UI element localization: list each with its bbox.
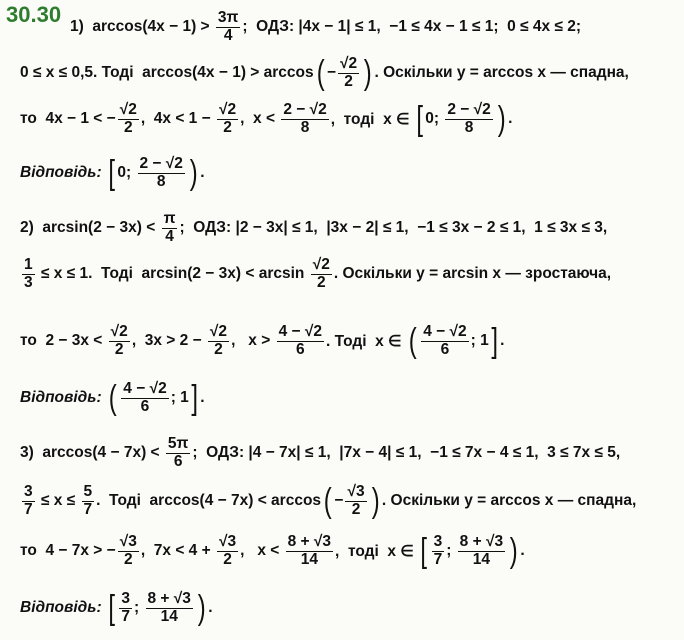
math-text: , x > — [231, 332, 275, 349]
fraction-numerator: 5π — [167, 435, 189, 453]
fraction — [216, 10, 241, 44]
fraction — [458, 534, 505, 568]
math-text: то 4x − 1 < − — [20, 110, 116, 127]
fraction-denominator: 6 — [295, 340, 305, 358]
fraction-denominator: 7 — [24, 500, 33, 518]
fraction-denominator: 8 — [464, 118, 474, 136]
fraction-denominator: 2 — [223, 550, 232, 568]
fraction — [22, 484, 35, 518]
math-text: то 2 − 3x < — [20, 332, 107, 349]
fraction — [432, 534, 445, 568]
fraction-numerator: √2 — [340, 55, 358, 73]
fraction-denominator: 2 — [223, 118, 232, 136]
equation-line — [20, 205, 607, 251]
bracket: [ — [108, 154, 115, 192]
fraction-denominator: 2 — [114, 340, 124, 358]
fraction — [138, 156, 185, 190]
math-text: . — [208, 599, 213, 616]
fraction — [217, 102, 238, 136]
bracket: ) — [363, 54, 372, 92]
fraction-numerator: √2 — [110, 323, 128, 341]
fraction-denominator: 6 — [173, 452, 183, 470]
math-text: − — [334, 492, 344, 509]
fraction-numerator: √2 — [209, 323, 228, 341]
fraction-numerator: 4 − √2 — [123, 380, 167, 398]
math-text: . Тоді x ∈ — [326, 332, 406, 350]
math-text: , x < — [240, 110, 280, 127]
fraction-numerator: 5 — [83, 483, 93, 501]
bracket: ( — [108, 379, 117, 417]
fraction-numerator: 1 — [24, 256, 33, 274]
fraction-denominator: 2 — [214, 340, 223, 358]
fraction-numerator: 3 — [433, 533, 443, 551]
answer-label: Відповідь: — [20, 599, 106, 616]
fraction-denominator: 6 — [440, 340, 450, 358]
math-text: . — [200, 164, 205, 181]
math-text: 3) arccos(4 − 7x) < — [20, 444, 164, 461]
fraction — [208, 324, 229, 358]
math-text: 0; — [117, 164, 136, 181]
equation-line — [20, 375, 205, 421]
bracket: [ — [416, 100, 423, 138]
fraction — [445, 102, 492, 136]
fraction-denominator: 14 — [160, 607, 178, 625]
fraction-numerator: √3 — [119, 533, 137, 551]
fraction — [338, 56, 359, 90]
bracket: ( — [323, 482, 332, 520]
fraction-numerator: π — [163, 210, 176, 228]
bracket: ) — [497, 100, 506, 138]
bracket: ] — [491, 322, 498, 360]
math-text: 1) arccos(4x − 1) > — [70, 18, 214, 35]
fraction-numerator: 8 + √3 — [287, 533, 332, 551]
math-text: ; 1 — [470, 332, 489, 349]
math-text: ; 1 — [170, 389, 189, 406]
equation-line — [20, 318, 504, 364]
fraction — [121, 381, 168, 415]
equation-line — [20, 478, 636, 524]
math-text: 2) arcsin(2 − 3x) < — [20, 219, 160, 236]
fraction-numerator: √2 — [218, 101, 237, 119]
math-text: ; ОДЗ: |2 − 3x| ≤ 1, |3x − 2| ≤ 1, −1 ≤ 3x − 2 ≤ 1, 1 ≤ 3x ≤ 3, — [179, 219, 608, 236]
fraction — [119, 591, 132, 625]
fraction — [217, 534, 238, 568]
fraction — [146, 591, 193, 625]
bracket: ) — [189, 154, 198, 192]
equation-line — [20, 251, 611, 297]
fraction-numerator: √3 — [218, 533, 237, 551]
fraction-numerator: 2 − √2 — [447, 101, 491, 119]
math-text: . Тоді arccos(4 − 7x) < arccos — [96, 492, 322, 509]
problem-number: 30.30 — [6, 2, 62, 27]
bracket: ( — [408, 322, 417, 360]
equation-line — [20, 528, 525, 574]
fraction — [166, 436, 191, 470]
math-text: . — [200, 389, 205, 406]
fraction — [22, 257, 35, 291]
fraction-denominator: 2 — [316, 273, 326, 291]
fraction — [118, 102, 139, 136]
fraction-numerator: 2 − √2 — [283, 101, 327, 119]
fraction — [82, 484, 95, 518]
math-text: ; — [134, 599, 144, 616]
math-text: . Оскільки y = arcsin x — зростаюча, — [333, 265, 611, 282]
math-text: ; — [446, 542, 456, 559]
fraction — [162, 211, 178, 245]
bracket: ) — [509, 532, 518, 570]
fraction — [286, 534, 333, 568]
fraction-denominator: 7 — [433, 550, 443, 568]
math-text: , 7x < 4 + — [140, 542, 215, 559]
fraction-numerator: √2 — [119, 101, 137, 119]
math-text: . — [520, 542, 525, 559]
equation-line — [20, 585, 213, 631]
fraction-denominator: 2 — [351, 500, 361, 518]
equation-line — [20, 430, 620, 476]
math-text: . — [500, 332, 505, 349]
math-text: . — [508, 110, 513, 127]
fraction-numerator: √2 — [312, 256, 330, 274]
math-text: − — [326, 64, 337, 81]
fraction-numerator: √3 — [347, 483, 365, 501]
bracket: [ — [420, 532, 428, 570]
fraction-denominator: 4 — [165, 227, 174, 245]
math-text: , 4x < 1 − — [140, 110, 215, 127]
fraction-denominator: 7 — [83, 500, 93, 518]
math-text: , тоді x ∈ — [335, 542, 419, 560]
answer-label: Відповідь: — [20, 389, 106, 406]
fraction — [345, 484, 366, 518]
fraction-denominator: 8 — [156, 172, 166, 190]
equation-line — [20, 150, 205, 196]
math-text: . Оскільки y = arccos x — спадна, — [381, 492, 637, 509]
bracket: ] — [191, 379, 198, 417]
fraction-numerator: 8 + √3 — [147, 590, 191, 608]
equation-line — [20, 96, 512, 142]
math-text: 0 ≤ x ≤ 0,5. Тоді arccos(4x − 1) > arccos — [20, 64, 314, 81]
math-text: ; ОДЗ: |4x − 1| ≤ 1, −1 ≤ 4x − 1 ≤ 1; 0 ≤ 4x ≤ 2; — [242, 18, 581, 35]
equation-line — [70, 4, 581, 50]
bracket: [ — [108, 589, 115, 627]
fraction-denominator: 14 — [300, 550, 318, 568]
fraction-denominator: 7 — [121, 607, 131, 625]
fraction-numerator: 8 + √3 — [459, 533, 504, 551]
math-text: ; ОДЗ: |4 − 7x| ≤ 1, |7x − 4| ≤ 1, −1 ≤ 7x − 4 ≤ 1, 3 ≤ 7x ≤ 5, — [192, 444, 621, 461]
math-text: ≤ x ≤ 1. Тоді arcsin(2 − 3x) < arcsin — [36, 265, 309, 282]
equation-line — [20, 50, 629, 96]
fraction-numerator: 3π — [217, 9, 239, 27]
bracket: ( — [316, 54, 325, 92]
math-text: , тоді x ∈ — [330, 110, 414, 128]
fraction-numerator: 4 − √2 — [423, 323, 467, 341]
answer-label: Відповідь: — [20, 164, 106, 181]
fraction-numerator: 3 — [24, 483, 33, 501]
math-text: ≤ x ≤ — [36, 492, 80, 509]
math-text: 0; — [425, 110, 444, 127]
fraction-denominator: 2 — [123, 118, 133, 136]
fraction-denominator: 2 — [123, 550, 133, 568]
math-text: . Оскільки y = arccos x — спадна, — [374, 64, 629, 81]
fraction-numerator: 4 − √2 — [278, 323, 322, 341]
fraction — [277, 324, 324, 358]
fraction-denominator: 14 — [472, 550, 490, 568]
fraction — [421, 324, 468, 358]
fraction — [118, 534, 139, 568]
math-text: , x < — [240, 542, 284, 559]
bracket: ) — [371, 482, 380, 520]
math-text: , 3x > 2 − — [131, 332, 206, 349]
fraction-denominator: 3 — [24, 273, 33, 291]
fraction-denominator: 8 — [300, 118, 310, 136]
fraction-denominator: 4 — [223, 26, 233, 44]
fraction-numerator: 2 − √2 — [139, 155, 183, 173]
fraction — [109, 324, 130, 358]
fraction — [281, 102, 328, 136]
fraction — [311, 257, 332, 291]
math-text: то 4 − 7x > − — [20, 542, 116, 559]
fraction-denominator: 6 — [140, 397, 150, 415]
fraction-denominator: 2 — [344, 72, 353, 90]
fraction-numerator: 3 — [121, 590, 131, 608]
bracket: ) — [197, 589, 206, 627]
